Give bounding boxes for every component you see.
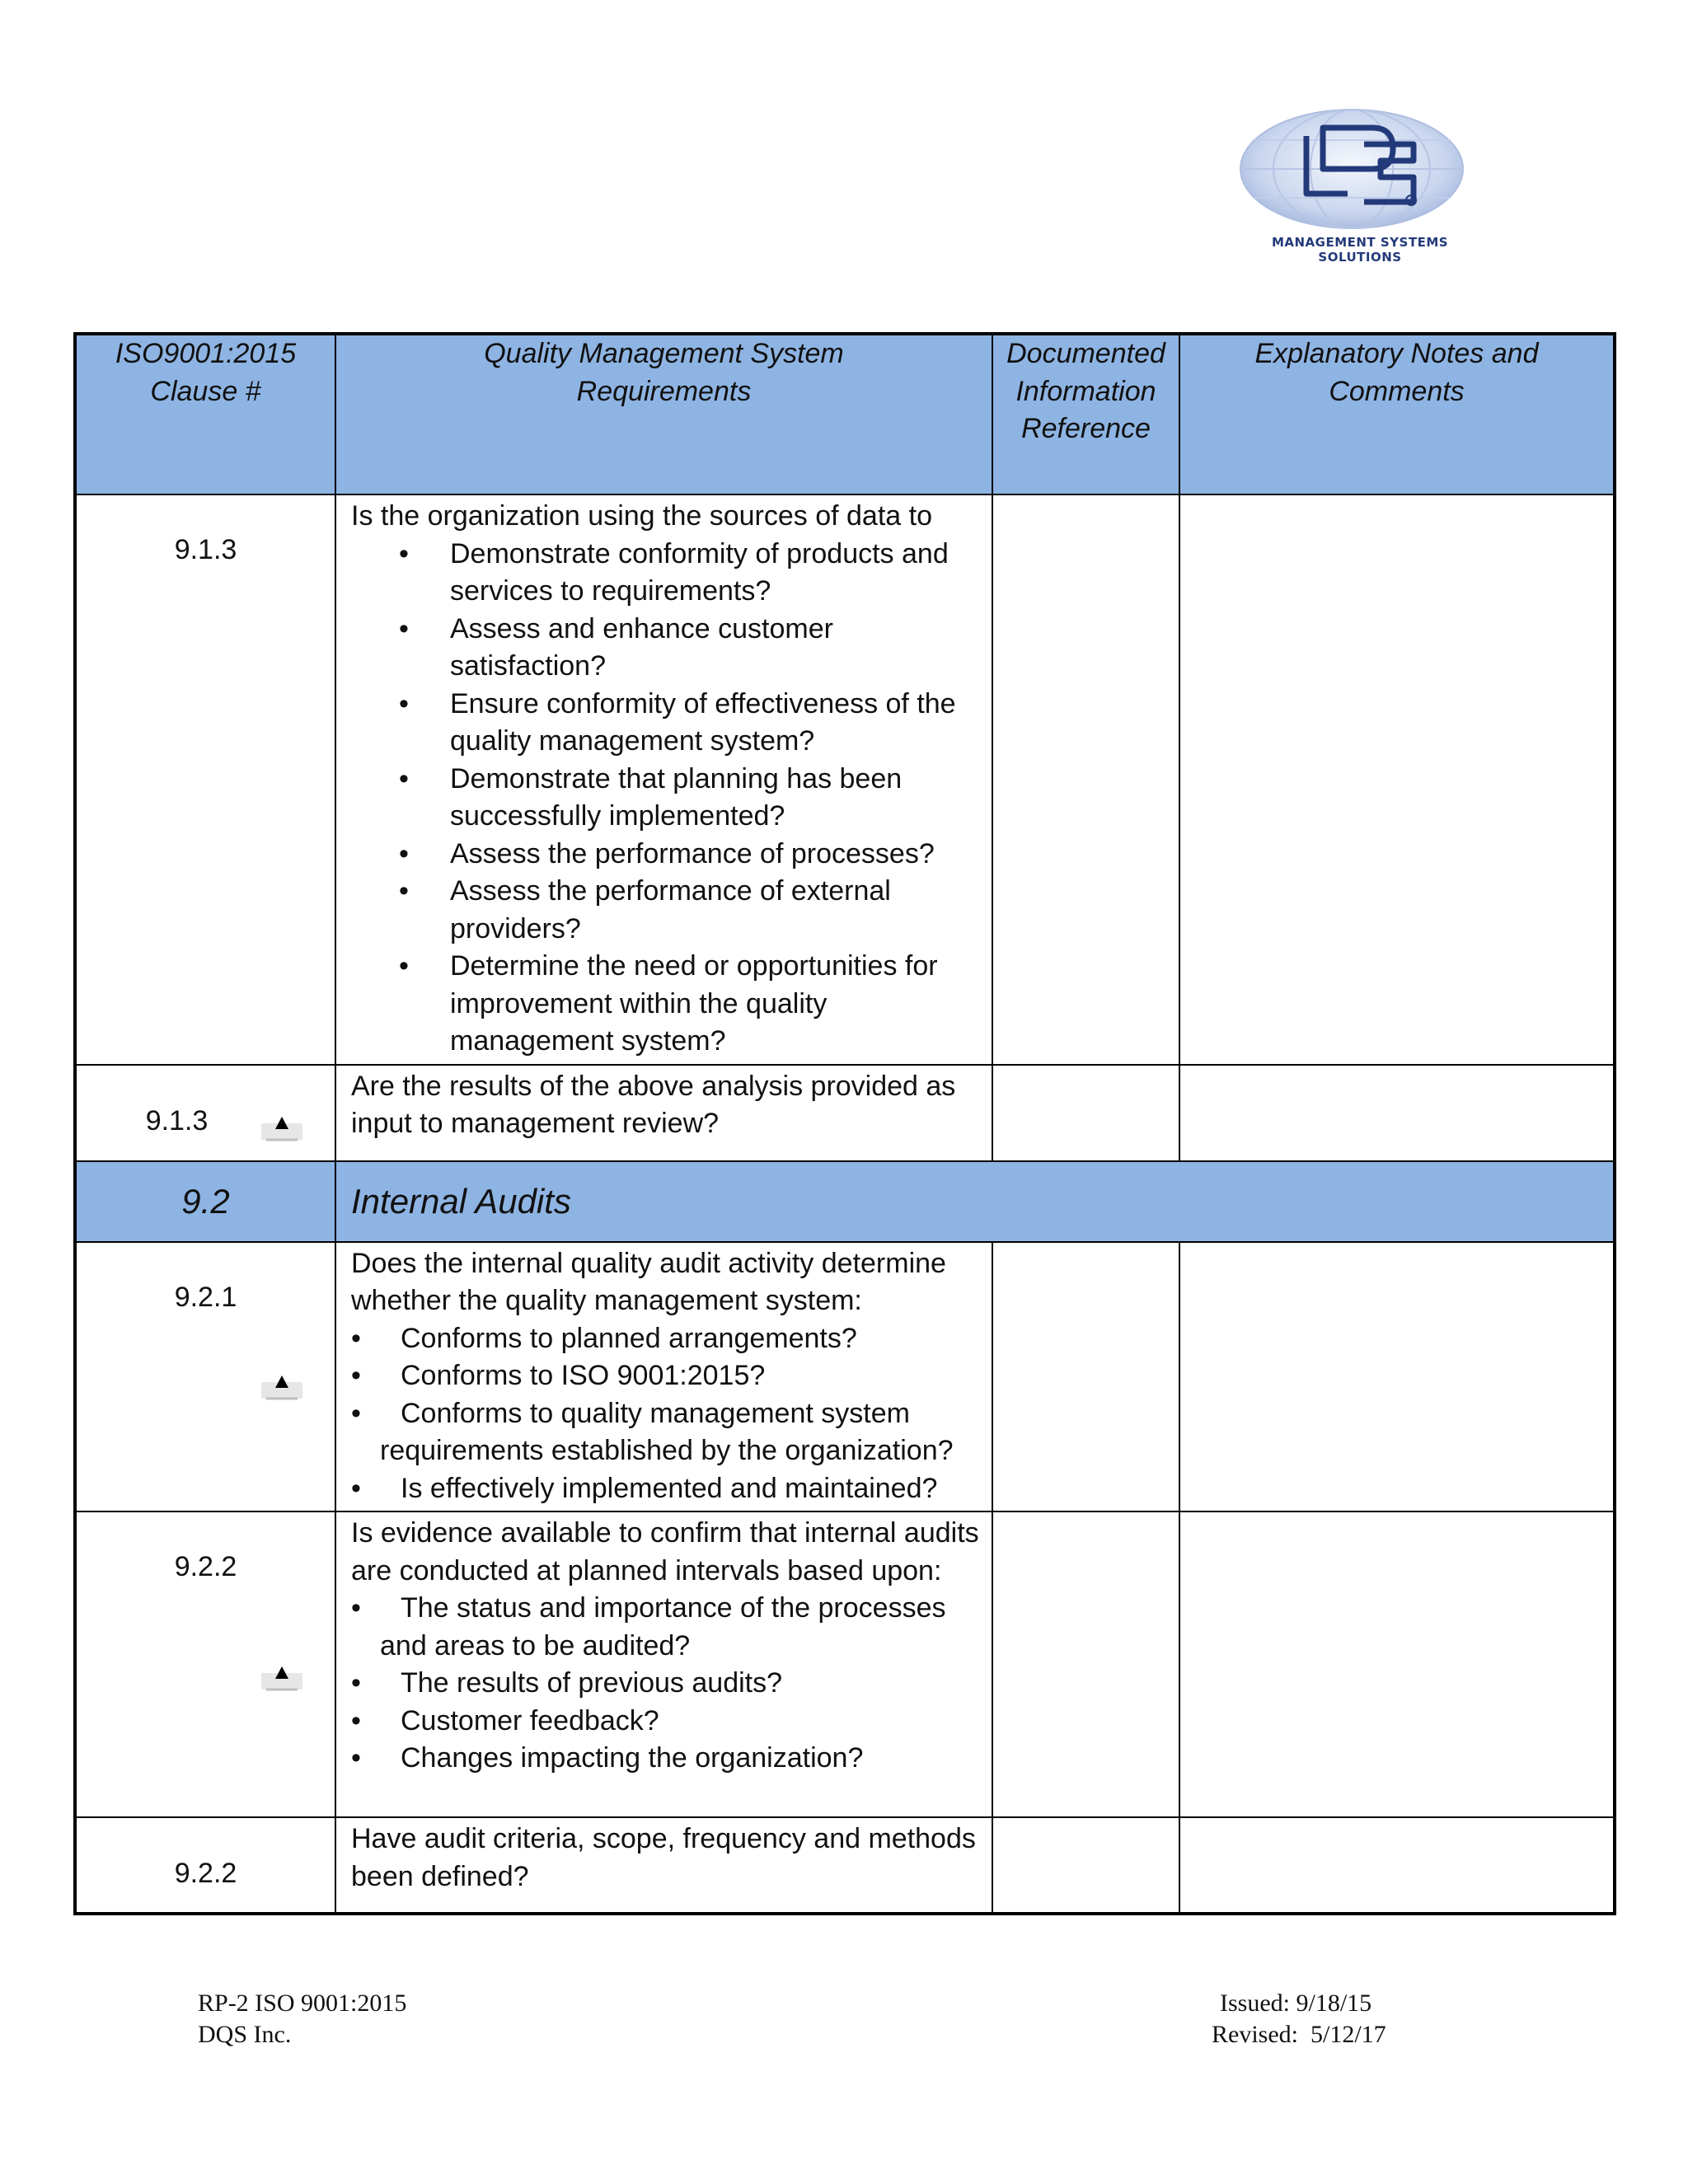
documented-info-cell[interactable] [992,1065,1179,1161]
requirement-intro: Is evidence available to confirm that internal audits are conducted at planned intervals based upon: [351,1517,979,1586]
globe-logo-icon [1228,103,1492,235]
header-clause: ISO9001:2015 Clause # [75,334,335,494]
list-item: • Demonstrate that planning has been successfully implemented? [450,761,980,836]
requirement-intro: Does the internal quality audit activity determine whether the quality management system: [351,1247,946,1316]
header-documented-info: Documented Information Reference [992,334,1179,494]
requirement-intro: Is the organization using the sources of data to [351,500,933,532]
documented-info-cell[interactable] [992,1817,1179,1914]
notes-cell[interactable] [1179,494,1615,1065]
section-row [75,1161,1615,1242]
footer-issued: Issued: 9/18/15 [1220,1990,1372,2017]
notes-cell[interactable] [1179,1511,1615,1817]
requirement-cell [335,1242,992,1512]
requirement-intro: Are the results of the above analysis provided as input to management review? [351,1070,956,1139]
logo-tagline: MANAGEMENT SYSTEMS SOLUTIONS [1271,235,1449,265]
documented-info-cell[interactable] [992,1511,1179,1817]
list-item: • Is effectively implemented and maintained? [380,1470,980,1508]
list-item: • Demonstrate conformity of products and services to requirements? [450,536,980,611]
list-item: • Assess the performance of external providers? [450,873,980,948]
triangle-marker-icon [260,1652,304,1696]
header-notes: Explanatory Notes and Comments [1179,334,1615,494]
triangle-marker-icon [260,1102,304,1146]
list-item: • Ensure conformity of effectiveness of the quality management system? [450,686,980,761]
list-item: • Conforms to planned arrangements? [380,1320,980,1358]
clause-cell: 9.1.3 [75,494,335,1065]
list-item: • Conforms to ISO 9001:2015? [380,1357,980,1395]
requirement-intro: Have audit criteria, scope, frequency and methods been defined? [351,1823,976,1892]
notes-cell[interactable] [1179,1817,1615,1914]
footer-company: DQS Inc. [198,2021,292,2048]
documented-info-cell[interactable] [992,1242,1179,1512]
requirement-cell [335,1511,992,1817]
table-header-row [75,334,1615,494]
notes-cell[interactable] [1179,1242,1615,1512]
list-item: • The results of previous audits? [380,1665,980,1703]
requirement-cell [335,1065,992,1161]
section-number: 9.2 [75,1161,335,1242]
list-item: • Changes impacting the organization? [380,1740,980,1778]
footer-left [198,1988,406,2050]
requirement-cell [335,1817,992,1914]
list-item: • Determine the need or opportunities for improvement within the quality management system? [450,948,980,1061]
requirement-cell [335,494,992,1065]
dqs-logo [1228,103,1492,265]
triangle-marker-icon [260,1361,304,1405]
table-row [75,494,1615,1065]
table-row [75,1511,1615,1817]
requirements-table [73,332,1616,1915]
list-item: • Assess the performance of processes? [450,836,980,874]
table-row [75,1817,1615,1914]
section-title: Internal Audits [335,1161,1615,1242]
footer-revised: Revised: 5/12/17 [1212,2021,1386,2048]
footer-right [1212,1988,1386,2050]
list-item: • Conforms to quality management system requirements established by the organization? [380,1395,980,1470]
table-row [75,1242,1615,1512]
list-item: • The status and importance of the processes and areas to be audited? [380,1590,980,1665]
header-requirements: Quality Management System Requirements [335,334,992,494]
table-row [75,1065,1615,1161]
notes-cell[interactable] [1179,1065,1615,1161]
documented-info-cell[interactable] [992,494,1179,1065]
footer-doc-code: RP-2 ISO 9001:2015 [198,1990,407,2017]
list-item: • Customer feedback? [380,1703,980,1741]
clause-cell: 9.2.2 [75,1511,335,1817]
clause-cell: 9.2.1 [75,1242,335,1512]
list-item: • Assess and enhance customer satisfaction? [450,611,980,686]
clause-cell: 9.1.3 [75,1065,335,1161]
clause-cell: 9.2.2 [75,1817,335,1914]
